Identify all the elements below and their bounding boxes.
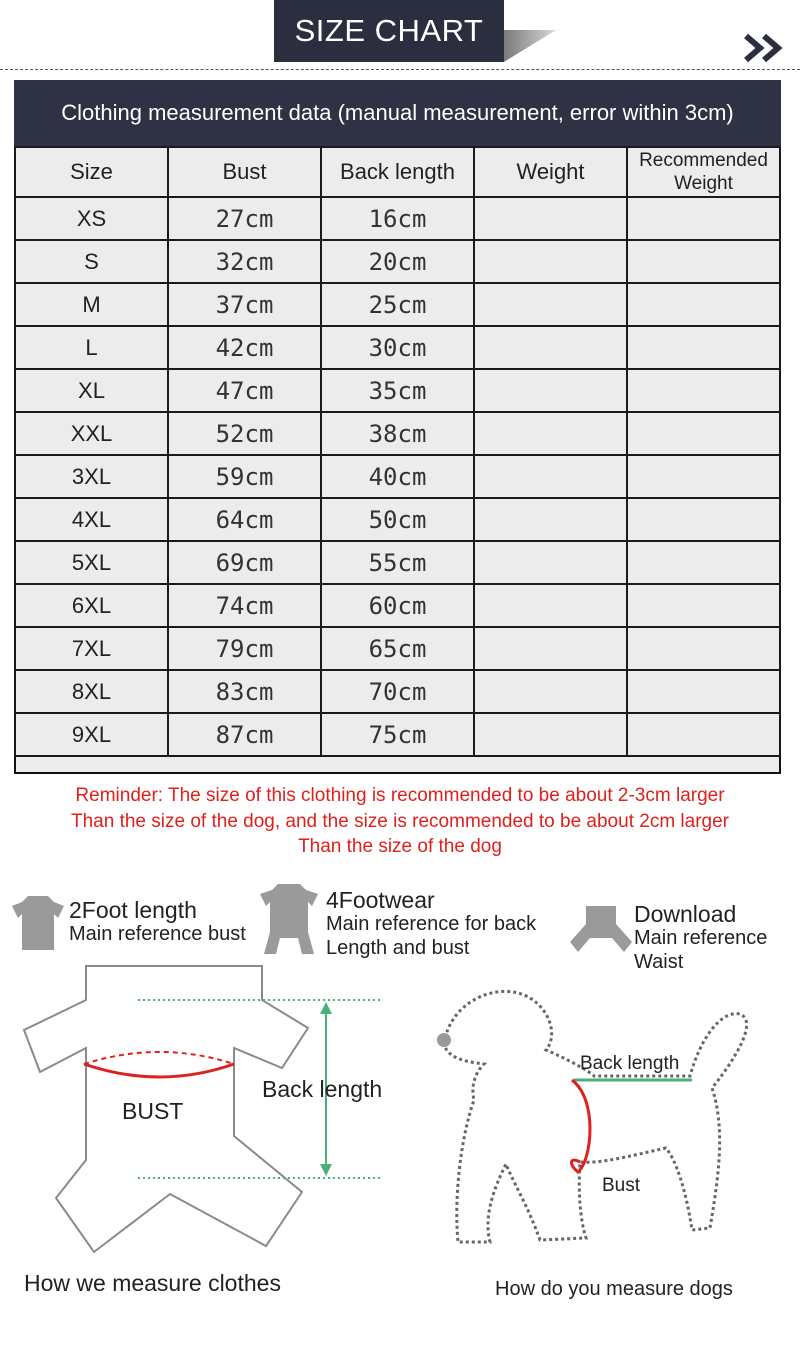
legend-desc: Main reference for back — [326, 913, 537, 935]
weight-cell — [474, 713, 627, 756]
banner-fold-decoration — [504, 30, 556, 62]
back-length-cell: 30cm — [321, 326, 474, 369]
size-table — [14, 146, 781, 757]
size-cell: S — [15, 240, 168, 283]
size-reminder — [0, 783, 800, 860]
recommended-weight-cell — [627, 670, 780, 713]
table-row — [15, 498, 780, 541]
weight-cell — [474, 670, 627, 713]
reminder-line: Than the size of the dog — [298, 836, 502, 857]
clothes-back-length-label: Back length — [262, 1076, 383, 1102]
back-length-cell: 35cm — [321, 369, 474, 412]
dog-diagram-caption: How do you measure dogs — [495, 1278, 733, 1300]
recommended-weight-cell — [627, 412, 780, 455]
dog-measure-diagram — [430, 980, 790, 1260]
table-row — [15, 197, 780, 240]
size-cell: 4XL — [15, 498, 168, 541]
legend-title: Download — [634, 901, 737, 927]
legend-bottom — [634, 902, 767, 974]
four-leg-shirt-icon — [256, 880, 322, 958]
size-cell: 3XL — [15, 455, 168, 498]
recommended-weight-cell — [627, 197, 780, 240]
back-length-cell: 70cm — [321, 670, 474, 713]
bust-cell: 47cm — [168, 369, 321, 412]
size-cell: 8XL — [15, 670, 168, 713]
recommended-weight-cell — [627, 326, 780, 369]
header-bust: Bust — [168, 147, 321, 197]
header-weight: Weight — [474, 147, 627, 197]
size-cell: 5XL — [15, 541, 168, 584]
clothes-measure-diagram — [20, 960, 400, 1260]
back-length-cell: 38cm — [321, 412, 474, 455]
legend-desc: Waist — [634, 951, 684, 973]
back-length-cell: 40cm — [321, 455, 474, 498]
bust-cell: 87cm — [168, 713, 321, 756]
recommended-weight-cell — [627, 498, 780, 541]
size-cell: XS — [15, 197, 168, 240]
bust-cell: 79cm — [168, 627, 321, 670]
bust-cell: 27cm — [168, 197, 321, 240]
weight-cell — [474, 541, 627, 584]
weight-cell — [474, 283, 627, 326]
bust-cell: 74cm — [168, 584, 321, 627]
bust-cell: 52cm — [168, 412, 321, 455]
clothes-bust-label: BUST — [122, 1098, 184, 1124]
table-row — [15, 713, 780, 756]
back-length-cell: 50cm — [321, 498, 474, 541]
legend-four-leg — [326, 888, 536, 960]
table-row — [15, 584, 780, 627]
table-row — [15, 283, 780, 326]
back-length-cell: 25cm — [321, 283, 474, 326]
reminder-line: Reminder: The size of this clothing is recommended to be about 2-3cm larger — [75, 785, 725, 806]
arrow-head-up — [320, 1002, 332, 1014]
legend-desc: Main reference bust — [69, 923, 246, 945]
header-back-length: Back length — [321, 147, 474, 197]
legend-two-leg — [69, 898, 246, 946]
back-length-cell: 20cm — [321, 240, 474, 283]
divider-dashed — [0, 69, 800, 70]
bust-cell: 32cm — [168, 240, 321, 283]
bust-cell: 64cm — [168, 498, 321, 541]
recommended-weight-cell — [627, 455, 780, 498]
recommended-weight-cell — [627, 369, 780, 412]
reminder-line: Than the size of the dog, and the size is recommended to be about 2cm larger — [71, 810, 729, 832]
table-header-row — [15, 147, 780, 197]
dog-outline — [444, 991, 747, 1242]
back-length-cell: 16cm — [321, 197, 474, 240]
weight-cell — [474, 627, 627, 670]
bottom-shirt-icon — [566, 902, 636, 954]
weight-cell — [474, 326, 627, 369]
recommended-weight-cell — [627, 584, 780, 627]
bust-cell: 59cm — [168, 455, 321, 498]
legend-desc: Main reference — [634, 927, 768, 949]
dog-bust-loop — [572, 1080, 591, 1172]
back-length-cell: 65cm — [321, 627, 474, 670]
weight-cell — [474, 197, 627, 240]
weight-cell — [474, 369, 627, 412]
weight-cell — [474, 455, 627, 498]
dog-back-length-label: Back length — [580, 1053, 680, 1074]
recommended-weight-cell — [627, 541, 780, 584]
table-row — [15, 240, 780, 283]
table-row — [15, 541, 780, 584]
size-chart-banner — [274, 0, 504, 62]
recommended-weight-cell — [627, 627, 780, 670]
size-cell: 7XL — [15, 627, 168, 670]
recommended-weight-cell — [627, 713, 780, 756]
table-row — [15, 412, 780, 455]
header-recommended-weight: Recommended Weight — [627, 147, 780, 197]
weight-cell — [474, 584, 627, 627]
weight-cell — [474, 240, 627, 283]
size-cell: XL — [15, 369, 168, 412]
two-leg-shirt-icon — [8, 892, 68, 954]
weight-cell — [474, 412, 627, 455]
back-length-cell: 60cm — [321, 584, 474, 627]
size-cell: 9XL — [15, 713, 168, 756]
back-length-cell: 55cm — [321, 541, 474, 584]
back-length-cell: 75cm — [321, 713, 474, 756]
bust-cell: 42cm — [168, 326, 321, 369]
legend-desc: Length and bust — [326, 937, 470, 959]
table-row — [15, 369, 780, 412]
weight-cell — [474, 498, 627, 541]
banner-title: SIZE CHART — [294, 13, 484, 48]
dog-bust-label: Bust — [602, 1175, 641, 1196]
size-cell: 6XL — [15, 584, 168, 627]
arrow-head-down — [320, 1164, 332, 1176]
table-caption: Clothing measurement data (manual measurement, error within 3cm) — [14, 80, 781, 146]
table-row — [15, 627, 780, 670]
dog-nose — [437, 1033, 451, 1047]
recommended-weight-cell — [627, 240, 780, 283]
size-cell: M — [15, 283, 168, 326]
legend-title: 4Footwear — [326, 887, 435, 913]
double-chevron-right-icon — [740, 30, 800, 66]
size-cell: L — [15, 326, 168, 369]
size-cell: XXL — [15, 412, 168, 455]
bust-cell: 83cm — [168, 670, 321, 713]
bust-cell: 37cm — [168, 283, 321, 326]
clothes-diagram-caption: How we measure clothes — [24, 1270, 281, 1296]
table-row — [15, 326, 780, 369]
table-row — [15, 670, 780, 713]
bust-cell: 69cm — [168, 541, 321, 584]
legend-title: 2Foot length — [69, 897, 197, 923]
recommended-weight-cell — [627, 283, 780, 326]
table-row — [15, 455, 780, 498]
header-size: Size — [15, 147, 168, 197]
